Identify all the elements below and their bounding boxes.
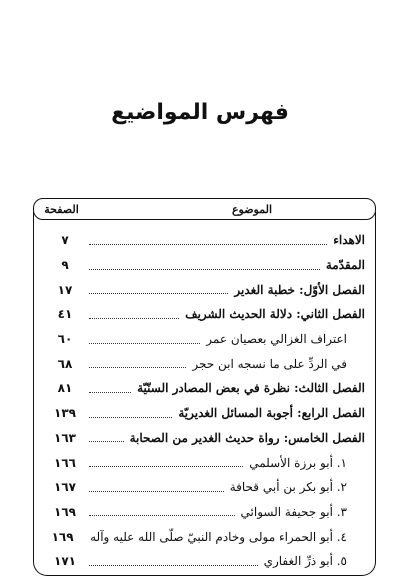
toc-entry-title: الفصل الخامس: رواة حديث الغدير من الصحابة [129, 430, 365, 445]
toc-entry-title: ٣. أبو جحيفة السوائي [240, 504, 347, 519]
page-title: فهرس المواضيع [111, 100, 289, 125]
toc-entry [47, 426, 365, 451]
dot-leader [89, 285, 228, 294]
dot-leader [89, 507, 235, 516]
toc-entry [47, 549, 365, 574]
toc-entry-title: الفصل الأوّل: خطبة الغدير [234, 282, 365, 297]
toc-entry-page: ٧ [61, 233, 69, 248]
toc-entry [47, 524, 365, 549]
toc-entry-title: ٥. أبو ذرِّ الغفاري [263, 554, 347, 569]
toc-entry [47, 401, 365, 426]
toc-entry-title: الفصل الرابع: أجوبة المسائل الغديريّة [178, 406, 365, 421]
toc-header [33, 198, 376, 220]
toc-entry [47, 302, 365, 327]
dot-leader [89, 359, 186, 368]
toc-entry-page: ٨١ [57, 381, 73, 396]
toc-entry [47, 253, 365, 278]
toc-entry-page: ١٧١ [54, 554, 76, 569]
toc-entry-page: ١٦٩ [54, 504, 76, 519]
toc-entry-title: ١. أبو برزة الأسلمي [249, 455, 347, 470]
toc-entry-title: المقدّمة [325, 258, 365, 273]
toc-entry [47, 327, 365, 352]
dot-leader [89, 236, 327, 245]
toc-entry-page: ١٣٩ [54, 406, 76, 421]
dot-leader [89, 557, 258, 566]
toc-entry-title: ٤. أبو الحمراء مولى وخادم النبيّ صلّى الله عليه وآله [90, 529, 347, 544]
toc-entry-page: ١٧ [57, 282, 73, 297]
toc-entry-title: الفصل الثالث: نظرة في بعض المصادر السنّيّة [137, 381, 365, 396]
dot-leader [89, 261, 320, 270]
toc-entry [47, 228, 365, 253]
dot-leader [89, 483, 224, 492]
toc-entry-page: ٤١ [57, 307, 73, 322]
toc-entry-title: الاهداء [333, 233, 365, 248]
toc-entry [47, 376, 365, 401]
toc-entry [47, 475, 365, 500]
toc-entry-title: اعتراف الغزالي بعصيان عمر [206, 332, 347, 347]
dot-leader [89, 409, 172, 418]
toc-entry-page: ١٦٣ [54, 430, 76, 445]
toc-entry-page: ١٦٧ [54, 480, 76, 495]
dot-leader [89, 310, 179, 319]
dot-leader [89, 433, 124, 442]
toc-entry-page: ١٦٦ [54, 455, 76, 470]
header-page: الصفحة [44, 202, 79, 216]
toc-entry [47, 351, 365, 376]
toc-entry-page: ٦٠ [57, 332, 73, 347]
header-topic: الموضوع [231, 202, 273, 216]
dot-leader [89, 335, 200, 344]
toc-entry [47, 500, 365, 525]
toc-entry-title: الفصل الثاني: دلالة الحديث الشريف [185, 307, 365, 322]
toc-entry-page: ٩ [61, 258, 69, 273]
toc-entry-title: ٢. أبو بكر بن أبي قحافة [229, 480, 347, 495]
toc-entry [47, 277, 365, 302]
toc-entry [47, 450, 365, 475]
toc-entry-page: ١٦٩ [51, 529, 74, 544]
toc-entry-title: في الردِّ على ما نسجه ابن حجر [192, 356, 347, 371]
dot-leader [89, 458, 243, 467]
toc-entry-page: ٦٨ [57, 356, 73, 371]
toc-rows [47, 228, 365, 574]
table-of-contents [33, 198, 376, 578]
dot-leader [89, 384, 131, 393]
